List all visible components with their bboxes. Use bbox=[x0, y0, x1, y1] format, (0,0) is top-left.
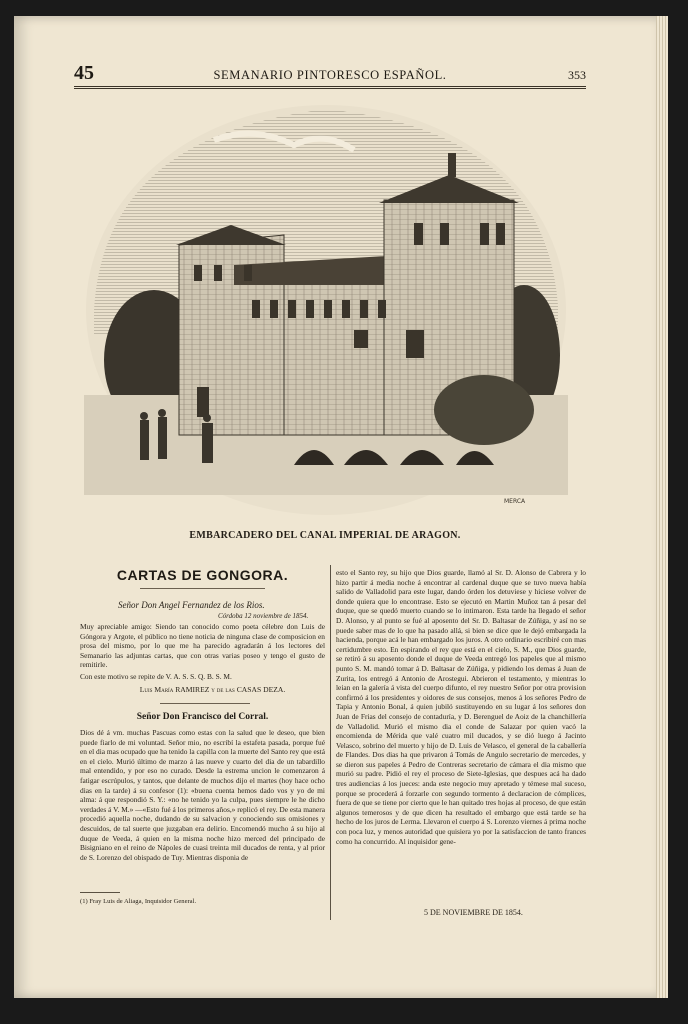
signature: Luis María RAMIREZ y de las CASAS DEZA. bbox=[139, 685, 286, 694]
letter-date: Córdoba 12 noviembre de 1854. bbox=[218, 612, 309, 620]
section-rule bbox=[160, 703, 250, 704]
engraving-illustration bbox=[84, 105, 568, 515]
column-divider bbox=[330, 565, 331, 920]
addressee: Señor Don Angel Fernandez de los Rios. bbox=[118, 600, 265, 610]
letter-heading: Señor Don Francisco del Corral. bbox=[136, 712, 269, 722]
article-title: CARTAS DE GONGORA. bbox=[116, 567, 289, 583]
journal-title: SEMANARIO PINTORESCO ESPAÑOL. bbox=[213, 68, 447, 82]
footnote: (1) Fray Luis de Aliaga, Inquisidor General. bbox=[80, 898, 197, 905]
svg-text:MERCA: MERCA bbox=[504, 498, 526, 505]
intro-paragraph: Muy apreciable amigo: Siendo tan conocido como poeta célebre don Luis de Góngora y Argote, el público no tiene noticia de ninguna clase de composicion en prosa del mismo, por lo que me ha parecido agradarán á los lectores del Semanario las adjuntas cartas, que con otras varias poseo y tengo el gusto de remitirle. bbox=[80, 622, 325, 670]
running-header bbox=[74, 62, 586, 82]
intro-closing: Con este motivo se repite de V. A. S. S. Q. B. S. M. bbox=[80, 672, 232, 681]
page-edge bbox=[656, 16, 668, 998]
header-rule bbox=[74, 86, 586, 87]
title-rule bbox=[140, 588, 265, 589]
illustration-caption: EMBARCADERO DEL CANAL IMPERIAL DE ARAGON. bbox=[189, 530, 461, 541]
letter-text-column-2: esto el Santo rey, su hijo que Dios guarde, llamó al Sr. D. Alonso de Cabrera y lo hizo partir á media noche á encontrar al cardenal duque que se tuvo nueva había salido de Valladolid para este lugar, dando órden los detuviese y hiciese volver de donde quiera que lo encontrase. Esto se ejecutó en Martin Muñoz tan á pesar del duque, que se quedó muerto cuando se lo intimaron. Esta tarde ha llegado el señor D. Alonso, y al punto se fué al aposento del Sr. D. Baltasar de Zúñiga, y así no se puede saber mas de lo que ha pasado allá, si bien se dice que le dejó embargada la hacienda, porque acá le han embargado los juros. A otro ordinario escribiré con mas certidumbre esto. En espirando el rey que está en el cielo, S. M., que Dios guarde, se retiró á su aposento donde el duque de Veeda entregó los papeles que al mismo punto S. M. mandó tomar á D. Baltasar de Zúñiga, y pidiendo los demas á Juan de Zurita, los entregó á Antonio de Arostegui. Abrieron el testamento, y mientras lo leian en la galería á vista del cuerpo difunto, el rey nuestro Señor por otra provision confirmó á los presidentes y oidores de sus consejos, menos á los señores Pedro de Tapia y Antonio Bonal, á quien jubiló sustituyendo en su lugar á los señores don Juan de Frias del consejo de contaduría, y D. Berenguel de Aoiz de la chanchillería de Valladolid. Murió el mismo dia el conde de Salazar por quien vacó la encomienda de Mérida que valé cuatro mil ducados, y se dió luego á Jacinto Velasco, sobrino del muerto y hijo de D. Luis de Velasco, el general de la caballería de Flandes. Dos dias ha que privaron á Tomás de Angulo secretario de mercedes, y se dieron sus papeles á Pedro de Contreras secretario de cámara el dia mismo que murió su padre. Pidió el rey el proceso de Siete-Iglesias, que despues acá ha dado tres audiencias á los jueces: anda este negocio muy apretado y témese mal suceso, porque se procederá á forzarle con segundo tormento á declaracion de cómplices, fuera de que se tiene por cierto que le han quitado tres hojas al proceso, de que están algunos temerosos y de que dicen ha resultado el embargo que está tarde se ha hecho de los juros de Lerma. Llevaron el cuerpo á S. Lorenzo viernes á prima noche con poca luz, y menos autoridad que quisiera yo por la satisfaccion de tanto frances como ha concurrido. Al inquisidor gene- bbox=[336, 568, 586, 846]
header-rule-2 bbox=[74, 88, 586, 89]
page-number: 45 bbox=[74, 62, 94, 84]
letter-text-column-1: Dios dé á vm. muchas Pascuas como estas con la salud que le deseo, que bien puede fiarlo de mi voluntad. Señor mio, no escribí la estafeta pasada, porque fué en el dia mas ocupado que ha tenido la capilla con la muerte del Santo rey que está en el cielo. Murió último de marzo á las nueve y cuarto del dia de un tabardillo mal entendido, y por eso no curado. Desde la estrema uncion le comenzaron á fatigar escrúpulos, y tantos, que delante de muchos dijo el martes (hoy hace ocho dias en la tarde) á su confesor (1): «buena cuenta hemos dado vos y yo de mi alma: á que respondió S. Y.: «no he tenido yo la culpa, pues siempre le he dicho verdades á V. M.» —«Esto fué á los primeros años,» replicó el rey. De esta manera procedió aquella noche, dudando de su salvacion y conociendo sus omisiones y descuidos, de tal suerte que juzgaban era delirio. Encomendó mucho á su hijo al duque de Veeda, á quien en la misma noche hizo merced del principado de Bisigniano en el reino de Nápoles de cuasi treinta mil ducados de renta, y al prior de S. Lorenzo del obispado de Tuy. Mientras disponia de bbox=[80, 728, 325, 862]
footnote-rule bbox=[80, 892, 120, 893]
issue-date: 5 DE NOVIEMBRE DE 1854. bbox=[424, 908, 523, 917]
folio-number: 353 bbox=[568, 68, 586, 82]
